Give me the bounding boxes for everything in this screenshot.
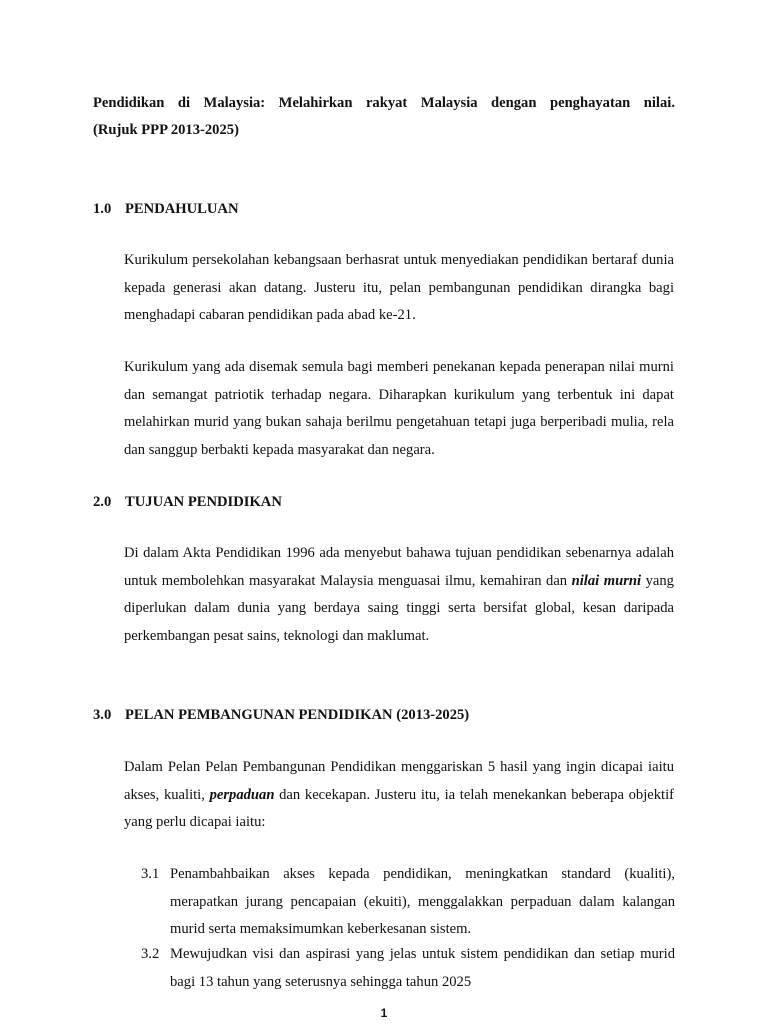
section-2-text-after: yang diperlukan dalam dunia yang berdaya saing tinggi serta bersifat global, kesan daripada perkembangan pesat sains, teknologi dan maklumat. xyxy=(124,572,674,644)
section-3-paragraph xyxy=(124,754,674,837)
section-2-number: 2.0 xyxy=(93,494,112,510)
document-title xyxy=(93,90,675,144)
list-item-text: Penambahbaikan akses kepada pendidikan, meningkatkan standard (kualiti), merapatkan jurang pencapaian (ekuiti), menggalakkan perpaduan dalam kalangan murid serta memaksimumkan keberkesanan sistem. xyxy=(170,866,675,937)
section-2-emphasis: nilai murni xyxy=(571,572,642,589)
section-3-emphasis: perpaduan xyxy=(209,786,275,803)
list-item-number: 3.1 xyxy=(141,866,160,882)
section-1-paragraph-2: Kurikulum yang ada disemak semula bagi memberi penekanan kepada penerapan nilai murni dan semangat patriotik terhadap negara. Diharapkan kurikulum yang terbentuk ini dapat melahirkan murid yang bukan sahaja berilmu pengetahuan tetapi juga berperibadi mulia, rela dan sanggup berbakti kepada masyarakat dan negara. xyxy=(124,359,674,458)
list-item xyxy=(141,941,675,996)
list-item-number: 3.2 xyxy=(141,946,160,962)
section-2-text-before: Di dalam Akta Pendidikan 1996 ada menyebut bahawa tujuan pendidikan sebenarnya adalah untuk membolehkan masyarakat Malaysia menguasai ilmu, kemahiran dan xyxy=(124,545,674,589)
title-line-1: Pendidikan di Malaysia: Melahirkan rakyat Malaysia dengan penghayatan nilai. xyxy=(93,95,675,111)
list-item-text: Mewujudkan visi dan aspirasi yang jelas untuk sistem pendidikan dan setiap murid bagi 13 tahun yang seterusnya sehingga tahun 2025 xyxy=(170,946,675,990)
section-3-heading xyxy=(93,705,469,725)
section-2-heading xyxy=(93,492,282,512)
section-1-paragraph-1: Kurikulum persekolahan kebangsaan berhasrat untuk menyediakan pendidikan bertaraf dunia kepada generasi akan datang. Justeru itu, pelan pembangunan pendidikan dirangka bagi menghadapi cabaran pendidikan pada abad ke-21. xyxy=(124,252,674,323)
section-1-title: PENDAHULUAN xyxy=(125,201,239,217)
section-1-number: 1.0 xyxy=(93,201,112,217)
section-2-title: TUJUAN PENDIDIKAN xyxy=(125,494,282,510)
section-1-heading xyxy=(93,199,239,219)
section-3-number: 3.0 xyxy=(93,707,112,723)
section-3-text-before: Dalam Pelan Pelan Pembangunan Pendidikan menggariskan 5 hasil yang ingin dicapai iaitu akses, kualiti, xyxy=(124,759,674,803)
list-item xyxy=(141,861,675,944)
title-line-2: (Rujuk PPP 2013-2025) xyxy=(93,122,239,138)
section-2-paragraph xyxy=(124,540,674,650)
section-3-text-after: dan kecekapan. Justeru itu, ia telah menekankan beberapa objektif yang perlu dicapai iaitu: xyxy=(124,786,674,830)
page-number: 1 xyxy=(380,1006,388,1020)
section-3-title: PELAN PEMBANGUNAN PENDIDIKAN (2013-2025) xyxy=(125,707,470,723)
